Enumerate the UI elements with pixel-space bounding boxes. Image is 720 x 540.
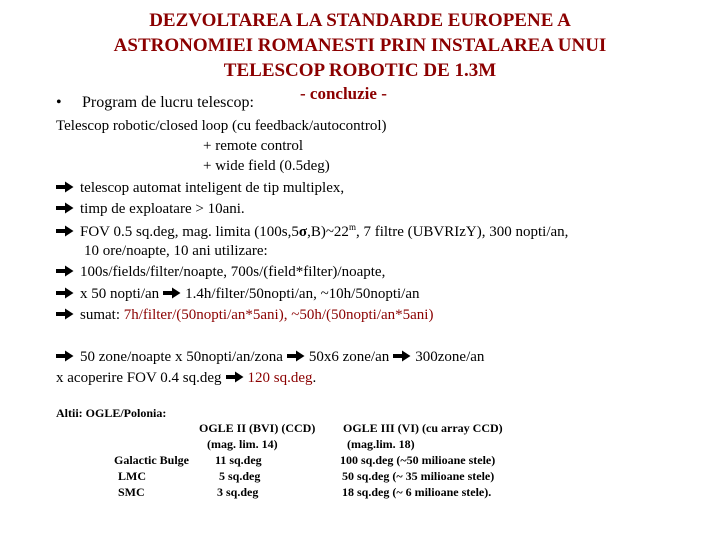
text: x acoperire FOV 0.4 sq.deg [56, 370, 222, 386]
sigma-symbol: σ [298, 224, 308, 240]
right-arrow-icon [163, 287, 181, 299]
text: 100s/fields/filter/noapte, 700s/(field*filter)/noapte, [80, 264, 386, 280]
text-red: 120 sq.deg [247, 370, 313, 386]
right-arrow-icon [56, 287, 74, 299]
line-wide-field: + wide field (0.5deg) [203, 158, 330, 174]
row-col2: 18 sq.deg (~ 6 milioane stele). [342, 485, 492, 499]
right-arrow-icon [226, 371, 244, 383]
row-label: SMC [118, 485, 145, 499]
line-x50-nopti [56, 286, 420, 303]
line-ore-noapte: 10 ore/noapte, 10 ani utilizare: [84, 243, 268, 259]
right-arrow-icon [393, 350, 411, 362]
line-fov [56, 222, 568, 241]
row-label: Galactic Bulge [114, 453, 189, 467]
line-fields-filter [56, 264, 385, 281]
title-line-1: DEZVOLTAREA LA STANDARDE EUROPENE A [149, 10, 571, 31]
col1-header: OGLE II (BVI) (CCD) [199, 421, 316, 435]
line-timp-exploatare [56, 201, 245, 218]
text: ,B)~22 [307, 224, 349, 240]
line-sumat [56, 307, 433, 324]
text: 50x6 zone/an [308, 349, 390, 365]
text-red: 7h/filter/(50nopti/an*5ani), ~50h/(50nopti/an*5ani) [123, 307, 434, 323]
subtitle: - concluzie - [300, 84, 387, 103]
right-arrow-icon [56, 202, 74, 214]
line-telescop-automat [56, 180, 344, 197]
text: timp de exploatare > 10ani. [80, 201, 245, 217]
row-col2: 50 sq.deg (~ 35 milioane stele) [342, 469, 495, 483]
col1-sub: (mag. lim. 14) [207, 437, 278, 451]
text: x 50 nopti/an [80, 286, 160, 302]
text: FOV 0.5 sq.deg, mag. limita (100s,5 [80, 224, 299, 240]
line-closed-loop: Telescop robotic/closed loop (cu feedback/autocontrol) [56, 118, 387, 134]
row-col2: 100 sq.deg (~50 milioane stele) [340, 453, 496, 467]
title-line-3: TELESCOP ROBOTIC DE 1.3M [223, 60, 497, 81]
right-arrow-icon [56, 181, 74, 193]
text: sumat: [80, 307, 124, 323]
text: 300zone/an [415, 349, 485, 365]
row-col1: 11 sq.deg [215, 453, 262, 467]
row-label: LMC [118, 469, 146, 483]
title-line-2: ASTRONOMIEI ROMANESTI PRIN INSTALAREA UNUI [113, 35, 607, 56]
bullet-text: Program de lucru telescop: [82, 94, 254, 111]
text: . [312, 370, 317, 386]
col2-header: OGLE III (VI) (cu array CCD) [343, 421, 503, 435]
row-col1: 3 sq.deg [217, 485, 259, 499]
bullet-symbol: • [56, 94, 62, 111]
text: 1.4h/filter/50nopti/an, ~10h/50nopti/an [185, 286, 420, 302]
row-col1: 5 sq.deg [219, 469, 261, 483]
superscript-m: m [348, 222, 356, 232]
line-remote-control: + remote control [203, 138, 304, 154]
line-acoperire-fov [56, 370, 316, 387]
right-arrow-icon [56, 265, 74, 277]
text: telescop automat inteligent de tip multiplex, [80, 180, 345, 196]
right-arrow-icon [56, 225, 74, 237]
right-arrow-icon [56, 350, 74, 362]
right-arrow-icon [287, 350, 305, 362]
text: , 7 filtre (UBVRIzY), 300 nopti/an, [355, 224, 569, 240]
right-arrow-icon [56, 308, 74, 320]
text: 50 zone/noapte x 50nopti/an/zona [80, 349, 283, 365]
table-heading: Altii: OGLE/Polonia: [56, 406, 167, 420]
col2-sub: (mag.lim. 18) [347, 437, 415, 451]
line-50-zone [56, 349, 484, 366]
